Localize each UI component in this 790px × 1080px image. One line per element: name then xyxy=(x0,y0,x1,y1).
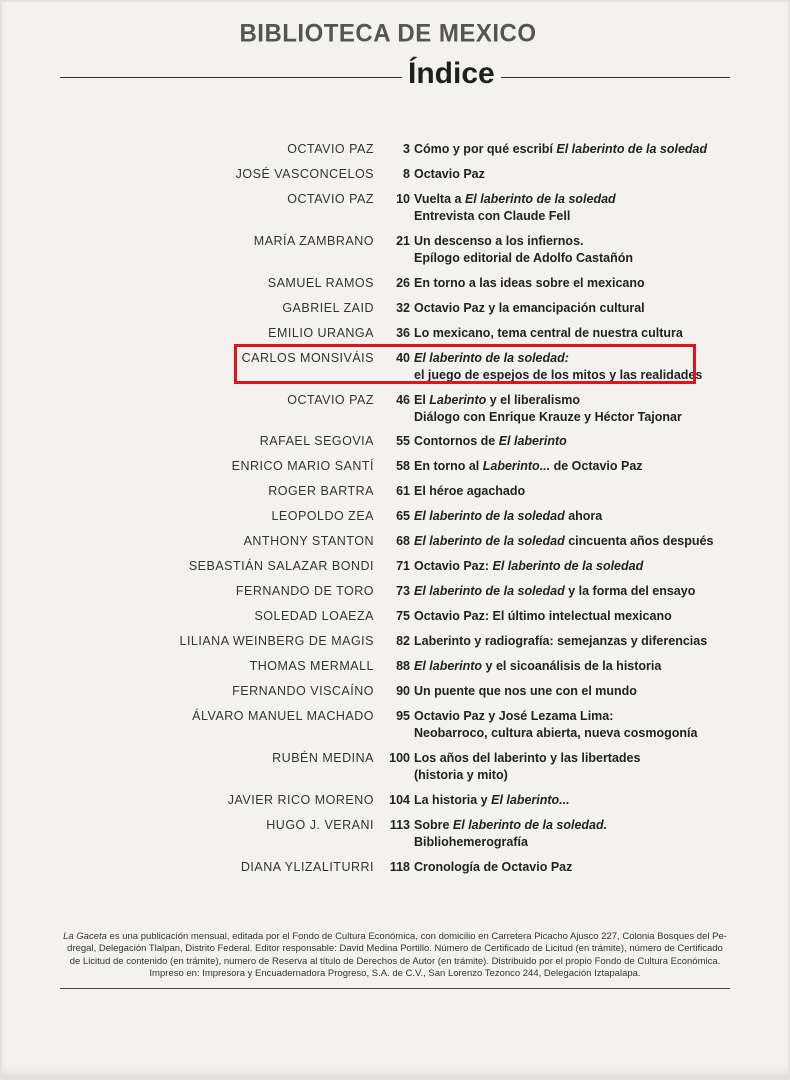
toc-title-italic-segment: El laberinto xyxy=(498,434,567,448)
toc-title xyxy=(414,558,754,575)
toc-title-line xyxy=(414,708,754,725)
toc-page-number: 61 xyxy=(396,484,410,498)
toc-title-segment: de Octavio Paz xyxy=(550,459,643,473)
toc-author: HUGO J. VERANI xyxy=(266,818,374,832)
colophon-line xyxy=(60,956,730,968)
toc-title-segment: Un descenso a los infiernos. xyxy=(414,234,584,248)
toc-page-number: 71 xyxy=(396,559,410,573)
toc-title xyxy=(414,533,754,550)
toc-title-segment: Cómo y por qué escribí xyxy=(414,142,557,156)
toc-title xyxy=(414,458,754,475)
toc-author: SEBASTIÁN SALAZAR BONDI xyxy=(188,559,374,573)
colophon xyxy=(60,931,730,981)
colophon-line xyxy=(60,931,730,943)
toc-title-italic-segment: El laberinto de la soledad xyxy=(414,534,565,548)
toc-title-line xyxy=(414,392,754,409)
toc-page-number: 68 xyxy=(396,534,410,548)
toc-page-number: 73 xyxy=(396,584,410,598)
toc-title xyxy=(414,233,754,267)
toc-title-line xyxy=(414,533,754,550)
toc-author: RAFAEL SEGOVIA xyxy=(259,434,374,448)
toc-title-line xyxy=(414,483,754,500)
toc-title-segment: En torno a las ideas sobre el mexicano xyxy=(414,276,645,290)
toc-title xyxy=(414,300,754,317)
toc-page-number: 21 xyxy=(396,234,410,248)
toc-author: SAMUEL RAMOS xyxy=(267,276,374,290)
toc-author: SOLEDAD LOAEZA xyxy=(254,609,374,623)
toc-title-line xyxy=(414,583,754,600)
toc-title-italic-segment: El laberinto de la soledad xyxy=(464,192,616,206)
toc-title-segment: Laberinto y radiografía: semejanzas y diferencias xyxy=(414,634,708,648)
toc-page-number: 113 xyxy=(389,818,410,832)
toc-page-number: 32 xyxy=(396,301,410,315)
colophon-segment: dregal, Delegación Tlalpan, Distrito Federal. Editor responsable: David Medina Portillo. Número de Certificado de Licitud (en trámite), número de Certificado xyxy=(67,943,723,955)
toc-title-segment: Vuelta a xyxy=(414,192,465,206)
toc-title-segment: Los años del laberinto y las libertades xyxy=(414,751,641,765)
toc-title-segment: Diálogo con Enrique Krauze y Héctor Tajonar xyxy=(414,410,682,424)
toc-page-number: 75 xyxy=(396,609,410,623)
toc-title-italic-segment: El laberinto de la soledad xyxy=(414,584,565,598)
colophon-segment: de Licitud de contenido (en trámite), numero de Reserva al título de Derechos de Autor (en trámite). Distribuido por el propio Fondo de Cultura Económica. xyxy=(69,955,721,967)
toc-title-line xyxy=(414,166,754,183)
toc-title-line xyxy=(414,367,754,384)
toc-author: RUBÉN MEDINA xyxy=(272,751,374,765)
title-rule xyxy=(60,77,730,78)
colophon-segment: Impreso en: Impresora y Encuadernadora Progreso, S.A. de C.V., San Lorenzo Tezonco 244, Delegación Iztapalapa. xyxy=(149,968,641,980)
toc-title-line xyxy=(414,859,754,876)
toc-page-number: 118 xyxy=(389,860,410,874)
toc-page-number: 90 xyxy=(396,684,410,698)
toc-title-line xyxy=(414,433,754,450)
toc-title xyxy=(414,817,754,851)
toc-title xyxy=(414,583,754,600)
colophon-italic-segment: La Gaceta xyxy=(63,931,107,942)
toc-title-line xyxy=(414,208,754,225)
toc-title-segment: Octavio Paz: xyxy=(414,559,493,573)
toc-author: LEOPOLDO ZEA xyxy=(271,509,374,523)
toc-author: FERNANDO DE TORO xyxy=(235,584,374,598)
toc-author: ANTHONY STANTON xyxy=(243,534,374,548)
toc-title-line xyxy=(414,683,754,700)
toc-title-line xyxy=(414,191,754,208)
toc-author: JOSÉ VASCONCELOS xyxy=(235,167,374,181)
toc-title-line xyxy=(414,750,754,767)
toc-author: ÁLVARO MANUEL MACHADO xyxy=(192,709,374,723)
toc-title xyxy=(414,792,754,809)
toc-author: LILIANA WEINBERG DE MAGIS xyxy=(179,634,374,648)
toc-title xyxy=(414,683,754,700)
toc-page-number: 55 xyxy=(396,434,410,448)
toc-title xyxy=(414,433,754,450)
toc-title-italic-segment: El laberinto de la soledad. xyxy=(452,818,608,832)
toc-title xyxy=(414,750,754,784)
toc-title xyxy=(414,608,754,625)
toc-title-segment: Entrevista con Claude Fell xyxy=(414,209,571,223)
toc-title-line xyxy=(414,725,754,742)
toc-author: EMILIO URANGA xyxy=(268,326,374,340)
toc-author: THOMAS MERMALL xyxy=(249,659,374,673)
toc-title xyxy=(414,708,754,742)
toc-title-segment: cincuenta años después xyxy=(564,534,714,548)
page-title: Índice xyxy=(402,56,501,92)
colophon-line xyxy=(60,968,730,980)
toc-page-number: 36 xyxy=(396,326,410,340)
toc-page-number: 65 xyxy=(396,509,410,523)
toc-author: OCTAVIO PAZ xyxy=(287,393,374,407)
toc-title-segment: y el sicoanálisis de la historia xyxy=(482,659,662,673)
toc-page-number: 82 xyxy=(396,634,410,648)
toc-author: ENRICO MARIO SANTÍ xyxy=(231,459,374,473)
toc-title xyxy=(414,275,754,292)
toc-page-number: 104 xyxy=(389,793,410,807)
toc-author: OCTAVIO PAZ xyxy=(287,192,374,206)
toc-title xyxy=(414,483,754,500)
toc-title-segment: y la forma del ensayo xyxy=(564,584,696,598)
toc-title-segment: La historia y xyxy=(414,793,492,807)
toc-title-italic-segment: El laberinto... xyxy=(491,793,570,807)
toc-title-line xyxy=(414,458,754,475)
toc-title xyxy=(414,141,754,158)
toc-title-segment: Cronología de Octavio Paz xyxy=(414,860,573,874)
toc-title xyxy=(414,350,754,384)
toc-page-number: 10 xyxy=(396,192,410,206)
toc-author: CARLOS MONSIVÁIS xyxy=(241,351,374,365)
toc-author: JAVIER RICO MORENO xyxy=(227,793,374,807)
toc-title-line xyxy=(414,350,754,367)
toc-title-italic-segment: El laberinto de la soledad xyxy=(414,509,565,523)
toc-page-number: 88 xyxy=(396,659,410,673)
toc-title-segment: El héroe agachado xyxy=(414,484,526,498)
toc-page-number: 100 xyxy=(389,751,410,765)
toc-title-italic-segment: El laberinto de la soledad: xyxy=(414,351,569,365)
toc-author: OCTAVIO PAZ xyxy=(287,142,374,156)
toc-title-line xyxy=(414,633,754,650)
toc-title-segment: Bibliohemerografía xyxy=(414,835,528,849)
toc-title-line xyxy=(414,817,754,834)
library-stamp: BIBLIOTECA DE MEXICO xyxy=(239,19,537,48)
toc-title-segment: Octavio Paz y la emancipación cultural xyxy=(414,301,645,315)
toc-title-line xyxy=(414,834,754,851)
toc-author: DIANA YLIZALITURRI xyxy=(240,860,374,874)
toc-title xyxy=(414,392,754,426)
toc-title-line xyxy=(414,250,754,267)
toc-title xyxy=(414,508,754,525)
toc-title-italic-segment: El laberinto de la soledad xyxy=(556,142,708,156)
toc-title-segment: Octavio Paz: El último intelectual mexicano xyxy=(414,609,672,623)
toc-title xyxy=(414,859,754,876)
toc-title xyxy=(414,166,754,183)
toc-author: GABRIEL ZAID xyxy=(282,301,374,315)
toc-author: FERNANDO VISCAÍNO xyxy=(232,684,374,698)
toc-title xyxy=(414,658,754,675)
toc-page-number: 26 xyxy=(396,276,410,290)
toc-title-line xyxy=(414,558,754,575)
toc-title-line xyxy=(414,767,754,784)
toc-title-line xyxy=(414,300,754,317)
toc-title-segment: El xyxy=(414,393,430,407)
toc-title-segment: Neobarroco, cultura abierta, nueva cosmogonía xyxy=(414,726,698,740)
toc-page-number: 3 xyxy=(403,142,410,156)
toc-author: ROGER BARTRA xyxy=(268,484,374,498)
toc-title-line xyxy=(414,141,754,158)
toc-page-number: 46 xyxy=(396,393,410,407)
toc-title-line xyxy=(414,409,754,426)
toc-title xyxy=(414,325,754,342)
toc-title xyxy=(414,191,754,225)
toc-title-segment: el juego de espejos de los mitos y las realidades xyxy=(414,368,703,382)
toc-title-segment: Contornos de xyxy=(414,434,499,448)
toc-title-segment: Lo mexicano, tema central de nuestra cultura xyxy=(414,326,683,340)
toc-title-line xyxy=(414,658,754,675)
toc-title-line xyxy=(414,275,754,292)
toc-title xyxy=(414,633,754,650)
toc-title-italic-segment: El laberinto de la soledad xyxy=(492,559,644,573)
toc-title-italic-segment: Laberinto xyxy=(429,393,487,407)
toc-title-italic-segment: El laberinto xyxy=(414,659,483,673)
toc-title-segment: (historia y mito) xyxy=(414,768,508,782)
toc-title-segment: En torno al xyxy=(414,459,483,473)
toc-title-line xyxy=(414,608,754,625)
toc-title-segment: Octavio Paz y José Lezama Lima: xyxy=(414,709,614,723)
toc-page-number: 8 xyxy=(403,167,410,181)
toc-title-line xyxy=(414,233,754,250)
toc-title-italic-segment: Laberinto... xyxy=(482,459,551,473)
toc-title-segment: Epílogo editorial de Adolfo Castañón xyxy=(414,251,633,265)
toc-title-segment: Un puente que nos une con el mundo xyxy=(414,684,637,698)
toc-title-segment: y el liberalismo xyxy=(486,393,581,407)
toc-title-segment: Sobre xyxy=(414,818,453,832)
footer-rule xyxy=(60,988,730,989)
toc-title-line xyxy=(414,508,754,525)
toc-page-number: 40 xyxy=(396,351,410,365)
toc-title-line xyxy=(414,792,754,809)
colophon-segment: es una publicación mensual, editada por el Fondo de Cultura Económica, con domicilio en Carretera Picacho Ajusco 227, Colonia Bosques del Pe- xyxy=(106,931,727,942)
colophon-line xyxy=(60,943,730,955)
toc-author: MARÍA ZAMBRANO xyxy=(253,234,374,248)
toc-title-segment: Octavio Paz xyxy=(414,167,485,181)
toc-title-line xyxy=(414,325,754,342)
toc-page-number: 95 xyxy=(396,709,410,723)
title-row xyxy=(60,56,730,94)
toc-title-segment: ahora xyxy=(564,509,603,523)
toc-page-number: 58 xyxy=(396,459,410,473)
